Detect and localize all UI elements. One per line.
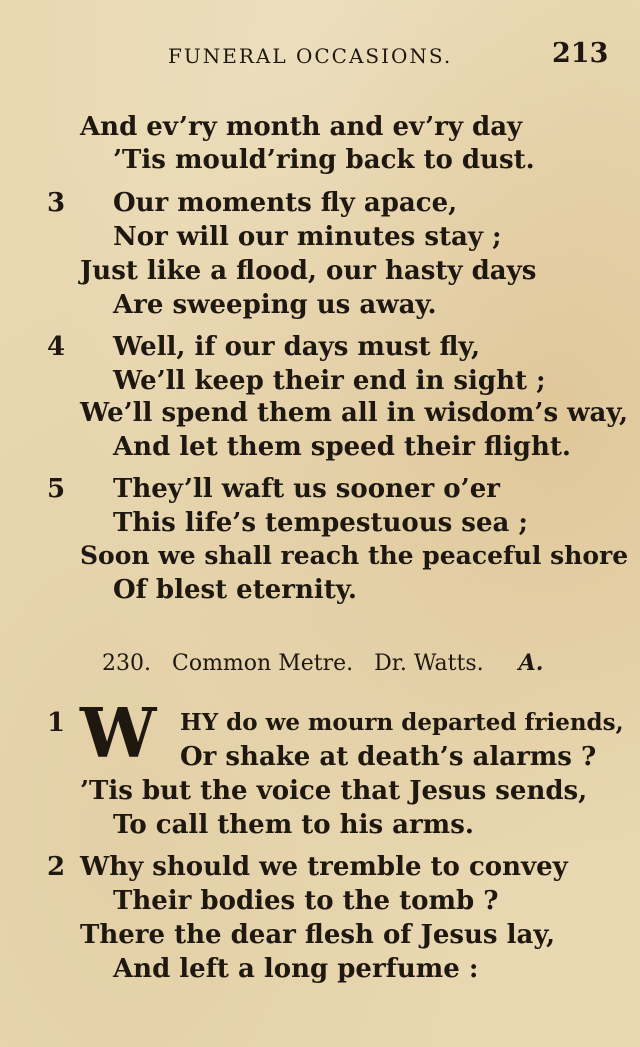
verse-line: HY do we mourn departed friends, [180, 709, 624, 736]
verse-line: Nor will our minutes stay ; [113, 222, 502, 252]
verse-line: This life’s tempestuous sea ; [113, 508, 528, 538]
hymn-number: 230. [102, 651, 151, 676]
verse-line: And ev’ry month and ev’ry day [80, 112, 523, 142]
stanza-number: 2 [47, 852, 66, 882]
verse-line: Soon we shall reach the peaceful shore [80, 541, 629, 570]
verse-line: We’ll keep their end in sight ; [113, 366, 546, 396]
page-number: 213 [552, 38, 609, 69]
stanza-number: 4 [47, 332, 66, 362]
verse-line: And let them speed their flight. [113, 432, 571, 462]
hymn-meter: Common Metre. [171, 651, 354, 676]
verse-line: Their bodies to the tomb ? [113, 886, 499, 916]
running-header: FUNERAL OCCASIONS. [168, 44, 453, 68]
stanza-number: 5 [47, 474, 66, 504]
verse-line: There the dear flesh of Jesus lay, [80, 920, 555, 950]
verse-line: Why should we tremble to convey [80, 852, 568, 882]
verse-line: Of blest eternity. [113, 575, 357, 605]
verse-line: Just like a flood, our hasty days [80, 256, 537, 286]
stanza-number: 3 [47, 188, 66, 218]
verse-line: To call them to his arms. [113, 810, 474, 840]
hymn-author: Dr. Watts. [374, 651, 484, 676]
verse-line: Our moments fly apace, [113, 188, 458, 218]
verse-line: ’Tis but the voice that Jesus sends, [80, 776, 588, 806]
verse-line: ’Tis mould’ring back to dust. [113, 145, 535, 175]
verse-line: Or shake at death’s alarms ? [180, 742, 597, 772]
tune-mark: A. [518, 650, 544, 676]
verse-line: And left a long perfume : [113, 954, 479, 984]
verse-line: Well, if our days must fly, [113, 332, 481, 362]
verse-line: We’ll spend them all in wisdom’s way, [80, 398, 629, 428]
verse-line: Are sweeping us away. [113, 290, 437, 320]
stanza-number: 1 [47, 708, 66, 738]
hymn-heading [102, 648, 557, 679]
verse-line: They’ll waft us sooner o’er [113, 474, 500, 504]
drop-cap: W [80, 694, 157, 774]
